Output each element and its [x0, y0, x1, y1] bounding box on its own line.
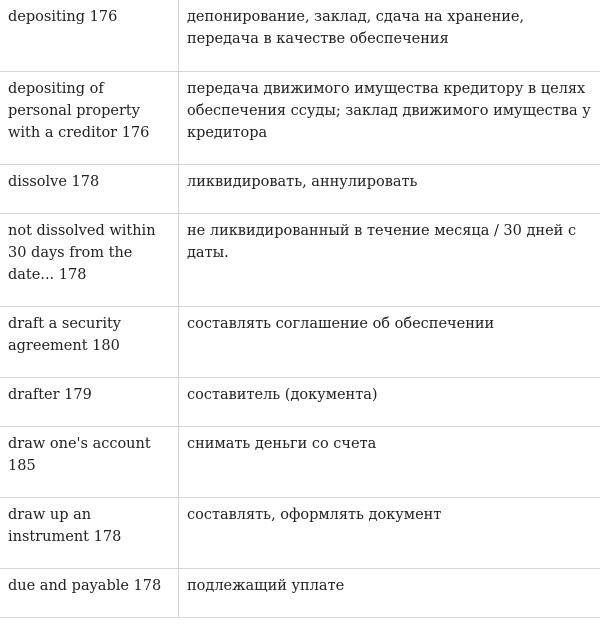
table-row [0, 568, 600, 617]
table-row [0, 306, 600, 377]
translation-cell: подлежащий уплате [179, 568, 600, 617]
translation-cell: снимать деньги со счета [179, 426, 600, 497]
table-row [0, 71, 600, 164]
term-cell: draw up an instrument 178 [0, 497, 179, 568]
table-row [0, 377, 600, 426]
table-row [0, 213, 600, 306]
term-cell: drafter 179 [0, 377, 179, 426]
table-row [0, 164, 600, 213]
translation-cell: ликвидировать, аннулировать [179, 164, 600, 213]
term-cell: draw one's account 185 [0, 426, 179, 497]
table-row [0, 497, 600, 568]
term-cell: not dissolved within 30 days from the date... 178 [0, 213, 179, 306]
translation-cell: составлять соглашение об обеспечении [179, 306, 600, 377]
term-cell: dissolve 178 [0, 164, 179, 213]
translation-cell: депонирование, заклад, сдача на хранение, передача в качестве обеспечения [179, 0, 600, 71]
table-row [0, 0, 600, 71]
translation-cell: составитель (документа) [179, 377, 600, 426]
table-row [0, 426, 600, 497]
term-cell: depositing 176 [0, 0, 179, 71]
term-cell: depositing of personal property with a creditor 176 [0, 71, 179, 164]
translation-cell: не ликвидированный в течение месяца / 30 дней с даты. [179, 213, 600, 306]
term-cell: due and payable 178 [0, 568, 179, 617]
term-cell: draft a security agreement 180 [0, 306, 179, 377]
translation-cell: составлять, оформлять документ [179, 497, 600, 568]
translation-cell: передача движимого имущества кредитору в целях обеспечения ссуды; заклад движимого имущества у кредитора [179, 71, 600, 164]
